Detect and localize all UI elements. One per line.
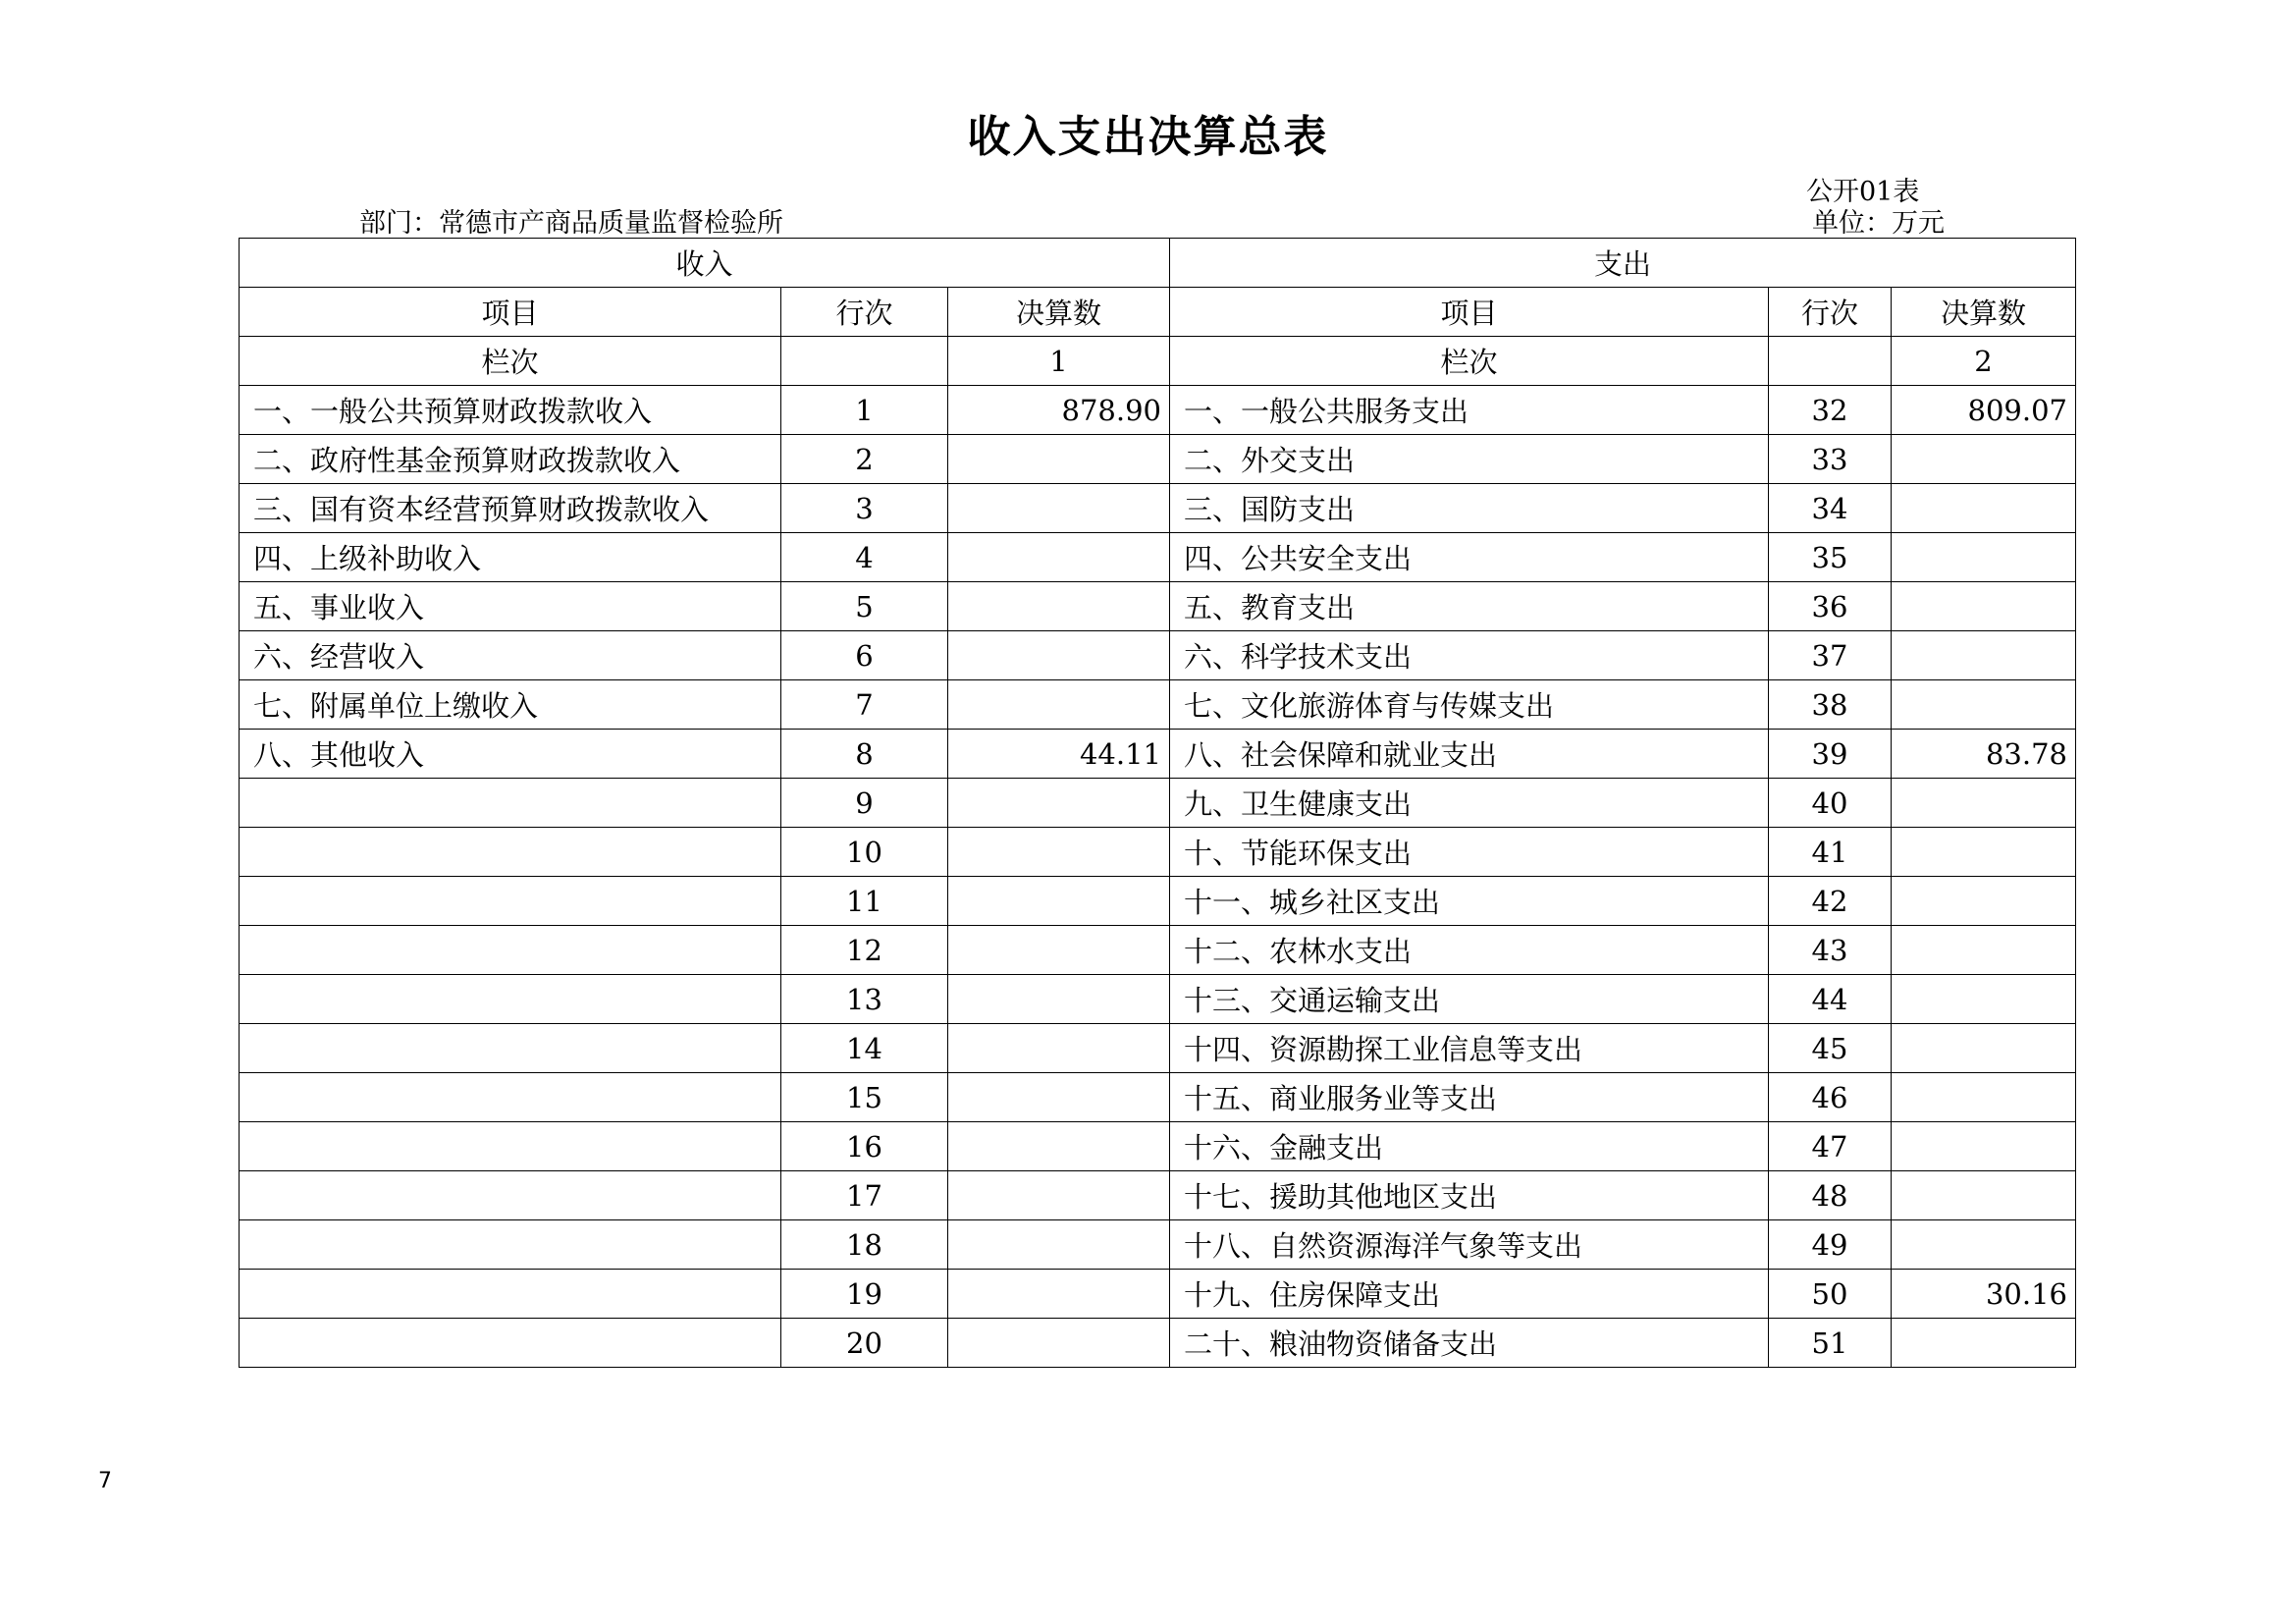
expense-row-number-cell: 39 xyxy=(1769,730,1892,779)
income-item-cell xyxy=(240,975,781,1024)
expense-amount-cell xyxy=(1892,926,2076,975)
expense-amount-cell xyxy=(1892,1073,2076,1122)
page-title: 收入支出决算总表 xyxy=(967,112,1329,162)
expense-row-number-cell: 41 xyxy=(1769,828,1892,877)
income-row-number-cell: 7 xyxy=(781,680,948,730)
income-item-cell: 二、政府性基金预算财政拨款收入 xyxy=(240,435,781,484)
table-row xyxy=(240,386,2076,435)
income-section-header: 收入 xyxy=(240,239,1170,288)
income-amount-cell xyxy=(948,1319,1170,1368)
income-lanci-empty xyxy=(781,337,948,386)
expense-row-number-cell: 32 xyxy=(1769,386,1892,435)
income-expense-table xyxy=(239,238,2076,1368)
income-row-number-cell: 12 xyxy=(781,926,948,975)
income-amount-cell xyxy=(948,1220,1170,1270)
expense-item-cell: 十二、农林水支出 xyxy=(1170,926,1769,975)
income-amount-cell xyxy=(948,1171,1170,1220)
table-row xyxy=(240,926,2076,975)
expense-row-header: 行次 xyxy=(1769,288,1892,337)
expense-item-cell: 九、卫生健康支出 xyxy=(1170,779,1769,828)
expense-item-cell: 十七、援助其他地区支出 xyxy=(1170,1171,1769,1220)
expense-row-number-cell: 36 xyxy=(1769,582,1892,631)
expense-amount-cell xyxy=(1892,877,2076,926)
table-row xyxy=(240,877,2076,926)
income-row-number-cell: 2 xyxy=(781,435,948,484)
expense-row-number-cell: 48 xyxy=(1769,1171,1892,1220)
expense-amount-cell xyxy=(1892,582,2076,631)
table-row xyxy=(240,828,2076,877)
table-row xyxy=(240,533,2076,582)
lanci-row xyxy=(240,337,2076,386)
income-amount-cell xyxy=(948,1024,1170,1073)
expense-lanci-label: 栏次 xyxy=(1170,337,1769,386)
income-amount-cell xyxy=(948,1122,1170,1171)
income-row-number-cell: 10 xyxy=(781,828,948,877)
column-header-row xyxy=(240,288,2076,337)
income-item-cell: 一、一般公共预算财政拨款收入 xyxy=(240,386,781,435)
expense-row-number-cell: 34 xyxy=(1769,484,1892,533)
income-row-number-cell: 6 xyxy=(781,631,948,680)
expense-amount-cell: 30.16 xyxy=(1892,1270,2076,1319)
expense-row-number-cell: 46 xyxy=(1769,1073,1892,1122)
table-row xyxy=(240,975,2076,1024)
table-row xyxy=(240,1220,2076,1270)
expense-row-number-cell: 40 xyxy=(1769,779,1892,828)
table-row xyxy=(240,779,2076,828)
income-row-header: 行次 xyxy=(781,288,948,337)
income-amount-header: 决算数 xyxy=(948,288,1170,337)
income-row-number-cell: 11 xyxy=(781,877,948,926)
income-amount-cell xyxy=(948,1073,1170,1122)
income-amount-cell xyxy=(948,926,1170,975)
income-row-number-cell: 13 xyxy=(781,975,948,1024)
income-item-cell: 八、其他收入 xyxy=(240,730,781,779)
expense-item-cell: 十九、住房保障支出 xyxy=(1170,1270,1769,1319)
expense-amount-cell xyxy=(1892,533,2076,582)
expense-row-number-cell: 33 xyxy=(1769,435,1892,484)
income-row-number-cell: 1 xyxy=(781,386,948,435)
expense-amount-cell xyxy=(1892,779,2076,828)
income-row-number-cell: 5 xyxy=(781,582,948,631)
table-row xyxy=(240,1319,2076,1368)
expense-item-header: 项目 xyxy=(1170,288,1769,337)
income-row-number-cell: 9 xyxy=(781,779,948,828)
income-amount-cell xyxy=(948,582,1170,631)
expense-row-number-cell: 50 xyxy=(1769,1270,1892,1319)
income-row-number-cell: 18 xyxy=(781,1220,948,1270)
page-number: 7 xyxy=(98,1469,112,1493)
income-amount-cell: 878.90 xyxy=(948,386,1170,435)
table-row xyxy=(240,1024,2076,1073)
expense-amount-cell xyxy=(1892,631,2076,680)
income-amount-cell xyxy=(948,435,1170,484)
income-row-number-cell: 16 xyxy=(781,1122,948,1171)
expense-item-cell: 十、节能环保支出 xyxy=(1170,828,1769,877)
income-item-cell xyxy=(240,877,781,926)
expense-amount-cell xyxy=(1892,1024,2076,1073)
income-amount-cell xyxy=(948,680,1170,730)
income-item-cell xyxy=(240,1220,781,1270)
income-row-number-cell: 4 xyxy=(781,533,948,582)
expense-item-cell: 七、文化旅游体育与传媒支出 xyxy=(1170,680,1769,730)
expense-amount-cell xyxy=(1892,1319,2076,1368)
income-amount-cell xyxy=(948,631,1170,680)
income-amount-cell: 44.11 xyxy=(948,730,1170,779)
table-row xyxy=(240,631,2076,680)
income-row-number-cell: 17 xyxy=(781,1171,948,1220)
income-amount-cell xyxy=(948,533,1170,582)
income-row-number-cell: 8 xyxy=(781,730,948,779)
table-row xyxy=(240,1270,2076,1319)
expense-row-number-cell: 51 xyxy=(1769,1319,1892,1368)
expense-amount-cell: 83.78 xyxy=(1892,730,2076,779)
income-item-cell: 七、附属单位上缴收入 xyxy=(240,680,781,730)
income-item-cell: 四、上级补助收入 xyxy=(240,533,781,582)
table-row xyxy=(240,680,2076,730)
expense-item-cell: 十四、资源勘探工业信息等支出 xyxy=(1170,1024,1769,1073)
expense-item-cell: 十一、城乡社区支出 xyxy=(1170,877,1769,926)
expense-amount-cell xyxy=(1892,680,2076,730)
expense-item-cell: 十三、交通运输支出 xyxy=(1170,975,1769,1024)
income-amount-cell xyxy=(948,828,1170,877)
income-item-cell xyxy=(240,1319,781,1368)
income-item-cell xyxy=(240,926,781,975)
expense-row-number-cell: 47 xyxy=(1769,1122,1892,1171)
table-row xyxy=(240,435,2076,484)
table-row xyxy=(240,730,2076,779)
income-lanci-label: 栏次 xyxy=(240,337,781,386)
income-row-number-cell: 19 xyxy=(781,1270,948,1319)
expense-item-cell: 十八、自然资源海洋气象等支出 xyxy=(1170,1220,1769,1270)
income-row-number-cell: 14 xyxy=(781,1024,948,1073)
expense-amount-header: 决算数 xyxy=(1892,288,2076,337)
income-item-header: 项目 xyxy=(240,288,781,337)
expense-amount-cell xyxy=(1892,975,2076,1024)
expense-item-cell: 六、科学技术支出 xyxy=(1170,631,1769,680)
income-lanci-value: 1 xyxy=(948,337,1170,386)
expense-item-cell: 十五、商业服务业等支出 xyxy=(1170,1073,1769,1122)
expense-amount-cell: 809.07 xyxy=(1892,386,2076,435)
expense-item-cell: 二十、粮油物资储备支出 xyxy=(1170,1319,1769,1368)
expense-item-cell: 五、教育支出 xyxy=(1170,582,1769,631)
table-row xyxy=(240,1171,2076,1220)
table-row xyxy=(240,1122,2076,1171)
income-item-cell xyxy=(240,1270,781,1319)
income-item-cell xyxy=(240,779,781,828)
expense-row-number-cell: 49 xyxy=(1769,1220,1892,1270)
income-item-cell: 三、国有资本经营预算财政拨款收入 xyxy=(240,484,781,533)
expense-item-cell: 十六、金融支出 xyxy=(1170,1122,1769,1171)
income-row-number-cell: 20 xyxy=(781,1319,948,1368)
expense-item-cell: 四、公共安全支出 xyxy=(1170,533,1769,582)
income-amount-cell xyxy=(948,975,1170,1024)
income-amount-cell xyxy=(948,484,1170,533)
expense-row-number-cell: 45 xyxy=(1769,1024,1892,1073)
expense-lanci-value: 2 xyxy=(1892,337,2076,386)
income-item-cell: 六、经营收入 xyxy=(240,631,781,680)
expense-row-number-cell: 44 xyxy=(1769,975,1892,1024)
income-row-number-cell: 15 xyxy=(781,1073,948,1122)
expense-section-header: 支出 xyxy=(1170,239,2076,288)
expense-amount-cell xyxy=(1892,1122,2076,1171)
department-label: 部门：常德市产商品质量监督检验所 xyxy=(359,208,783,239)
income-item-cell: 五、事业收入 xyxy=(240,582,781,631)
expense-row-number-cell: 37 xyxy=(1769,631,1892,680)
expense-row-number-cell: 38 xyxy=(1769,680,1892,730)
income-row-number-cell: 3 xyxy=(781,484,948,533)
income-amount-cell xyxy=(948,779,1170,828)
expense-row-number-cell: 35 xyxy=(1769,533,1892,582)
income-item-cell xyxy=(240,1024,781,1073)
expense-amount-cell xyxy=(1892,435,2076,484)
expense-item-cell: 二、外交支出 xyxy=(1170,435,1769,484)
expense-item-cell: 八、社会保障和就业支出 xyxy=(1170,730,1769,779)
income-item-cell xyxy=(240,1122,781,1171)
expense-amount-cell xyxy=(1892,1171,2076,1220)
table-row xyxy=(240,1073,2076,1122)
income-amount-cell xyxy=(948,877,1170,926)
income-item-cell xyxy=(240,1171,781,1220)
expense-amount-cell xyxy=(1892,1220,2076,1270)
table-row xyxy=(240,484,2076,533)
expense-row-number-cell: 43 xyxy=(1769,926,1892,975)
expense-amount-cell xyxy=(1892,828,2076,877)
form-number: 公开01表 xyxy=(1806,177,1920,207)
income-amount-cell xyxy=(948,1270,1170,1319)
expense-row-number-cell: 42 xyxy=(1769,877,1892,926)
income-item-cell xyxy=(240,1073,781,1122)
table-row xyxy=(240,582,2076,631)
expense-item-cell: 三、国防支出 xyxy=(1170,484,1769,533)
unit-label: 单位：万元 xyxy=(1812,208,1945,239)
expense-item-cell: 一、一般公共服务支出 xyxy=(1170,386,1769,435)
expense-amount-cell xyxy=(1892,484,2076,533)
expense-lanci-empty xyxy=(1769,337,1892,386)
income-item-cell xyxy=(240,828,781,877)
section-header-row xyxy=(240,239,2076,288)
